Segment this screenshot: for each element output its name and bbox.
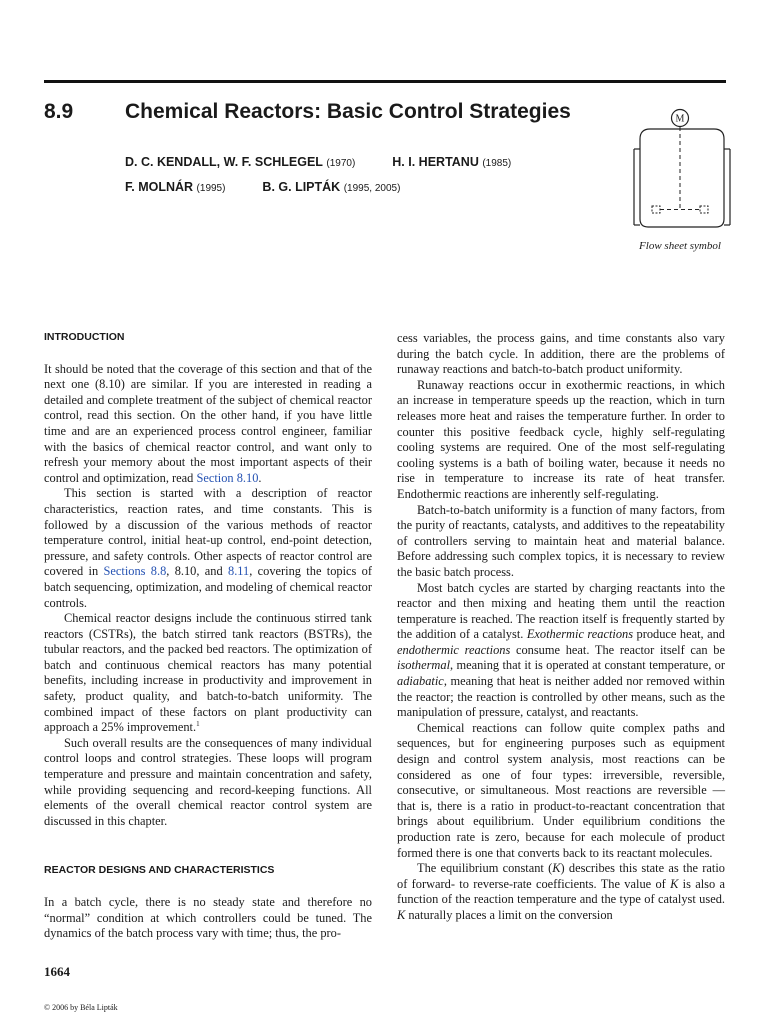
paragraph: Chemical reactions can follow quite complex paths and sequences, but for engineering purposes such as equipment design and control system analysis, most reactions can be considered as one of four types: irreversible, reversible, consecutive, or simultaneous. Most reactions are reversible — that is, there is a ratio in product-to-reactant concentration that brings about equilibrium. Under equilibrium conditions the production rate is zero, because for each molecule of product formed there is one that converts back to its reactant molecules. [397, 720, 725, 860]
section-title: Chemical Reactors: Basic Control Strategies [125, 100, 571, 123]
author-liptak: B. G. LIPTÁK [262, 180, 341, 194]
author-kendall-schlegel: D. C. KENDALL, W. F. SCHLEGEL [125, 155, 323, 169]
header-rule [44, 80, 726, 83]
author-hertanu: H. I. HERTANU [392, 155, 479, 169]
section-link[interactable]: Section 8.10 [196, 470, 259, 485]
reference-marker: 1 [196, 720, 200, 729]
paragraph: The equilibrium constant (K) describes this state as the ratio of forward- to reverse-rate coefficients. The value of K is also a function of the reaction temperature and the type of catalyst used. K naturally places a limit on the conversion [397, 861, 725, 922]
agitator-blade-right [700, 206, 708, 213]
paragraph: Batch-to-batch uniformity is a function of many factors, from the purity of reactants, catalysts, and additives to the repeatability of controllers serving to maintain heat and material balance. Before addressing such complex topics, it is necessary to review the basic batch process. [397, 502, 725, 579]
paragraph: Chemical reactor designs include the continuous stirred tank reactors (CSTRs), the batch stirred tank reactors (BSTRs), the tubular reactors, and the packed bed reactors. The optimization of batch and continuous chemical reactors has many potential benefits, including increase in productivity and improvement in safety, product quality, and batch-to-batch uniformity. The combined impact of these factors on plant productivity can approach a 25% improvement.$^1$ [44, 611, 372, 735]
reactor-flow-sheet-symbol [632, 105, 732, 230]
author-year: (1970) [326, 158, 356, 169]
paragraph: Most batch cycles are started by charging reactants into the reactor and then mixing and heating them until the reaction temperature is reached. The reaction itself is frequently started by the addition of a catalyst. Exothermic reactions produce heat, and endothermic reactions consume heat. The reactor itself can be isothermal, meaning that it is operated at constant temperature, or adiabatic, meaning that heat is neither added nor removed within the reactor; the reaction is controlled by other means, such as the manipulation of pressure, catalyst, and reactants. [397, 580, 725, 720]
paragraph: In a batch cycle, there is no steady state and therefore no “normal” condition at which controllers could be tuned. The dynamics of the batch process vary with time; thus, the pro- [44, 895, 372, 941]
section-link[interactable]: 8.11 [228, 564, 250, 579]
author-molnar: F. MOLNÁR [125, 180, 194, 194]
paragraph: Such overall results are the consequences of many individual control loops and control strategies. These loops will program temperature and pressure and maintain concentration and safety, while providing sequencing and record-keeping functions. All elements of the overall chemical reactor control system are discussed in this chapter. [44, 735, 372, 828]
section-link[interactable]: Sections 8.8 [103, 564, 167, 579]
symbol-caption: Flow sheet symbol [639, 240, 721, 252]
paragraph: This section is started with a description of reactor characteristics, reaction rates, and time constants. This is followed by a discussion of the various methods of reactor temperature control, initial heat-up control, end-point detection, pressure, and safety controls. Other aspects of reactor control are covered in Sections 8.8, 8.10, and 8.11, covering the topics of batch sequencing, optimization, and modeling of chemical reactor controls. [44, 486, 372, 610]
left-column [44, 330, 372, 942]
paragraph: cess variables, the process gains, and time constants also vary during the batch cycle. In addition, there are the problems of runaway reactions and batch-to-batch product uniformity. [397, 331, 725, 377]
right-column [397, 331, 725, 924]
author-block [125, 155, 511, 205]
motor-label: M [675, 113, 685, 125]
section-number: 8.9 [44, 100, 74, 123]
author-year: (1995) [196, 183, 226, 194]
paragraph: Runaway reactions occur in exothermic reactions, in which an increase in temperature speeds up the reaction, which in turn releases more heat and raises the temperature further. In order to counter this positive feedback cycle, highly self-regulating cooling systems are required. One of the most self-regulating cooling systems is a bath of boiling water, because it needs no rise in temperature to increase its rate of heat transfer. Endothermic reactions are inherently self-regulating. [397, 377, 725, 501]
paragraph: It should be noted that the coverage of this section and that of the next one (8.10) are similar. If you are interested in reading a detailed and complete treatment of the subject of chemical reactor control, read this section. On the other hand, if you have little time and are an experienced process control engineer, familiar with the basics of chemical reactor control, and want only to refresh your memory about the most important aspects of their control and optimization, read Section 8.10. [44, 361, 372, 485]
author-year: (1995, 2005) [343, 183, 401, 194]
heading-reactor-designs: REACTOR DESIGNS AND CHARACTERISTICS [44, 864, 275, 877]
heading-introduction: INTRODUCTION [44, 331, 125, 343]
agitator-blade-left [652, 206, 660, 213]
author-year: (1985) [482, 158, 512, 169]
page-number: 1664 [44, 964, 70, 979]
copyright-notice: © 2006 by Béla Lipták [44, 1003, 118, 1012]
